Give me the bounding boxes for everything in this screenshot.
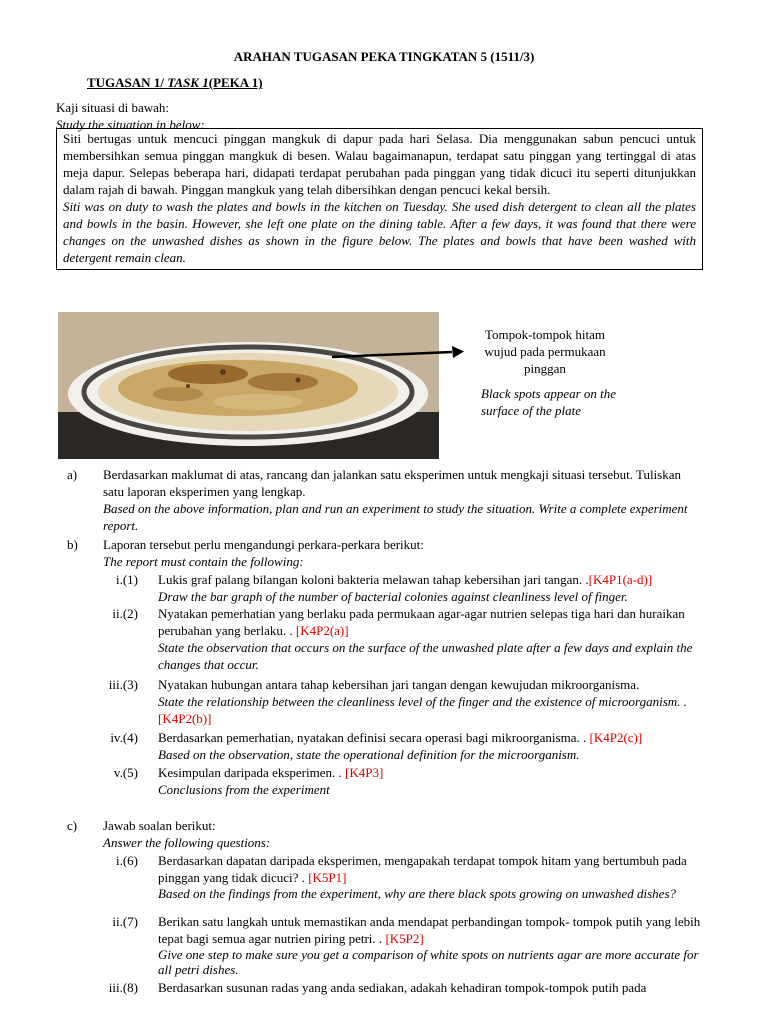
code-badge: [K4P1(a-d)] [588,572,653,587]
situation-ms: Siti bertugas untuk mencuci pinggan mangkuk di dapur pada hari Selasa. Dia menggunakan sabun pencuci untuk membersihkan semua pinggan mangkuk di besen. Walau bagaimanapun, terdapat satu pinggan yang tertinggal di atas meja dapur. Selepas beberapa hari, didapati terdapat perubahan pada pinggan yang tidak dicuci itu seperti ditunjukkan dalam rajah di bawah. Pinggan mangkuk yang telah dibersihkan dengan pencuci kekal bersih. [63,131,696,197]
code-badge: [K4P2(c)] [589,730,643,745]
caption-en: Black spots appear on the surface of the plate [481,386,617,418]
section-a-label: a) [67,467,78,482]
intro-ms: Kaji situasi di bawah: [56,100,170,115]
situation-en: Siti was on duty to wash the plates and bowls in the kitchen on Tuesday. She used dish detergent to clean all the plates and bowls in the basin. However, she left one plate on the dining table. After a few days, it was found that there were changes on the unwashed dishes as shown in the figure below. The plates and bowls that have been washed with detergent remain clean. [63,199,696,265]
section-c-label: c) [67,818,78,833]
section-c-text: Jawab soalan berikut: Answer the following questions: [103,818,271,850]
situation-box [56,128,703,270]
intro-en: Study the situation in below: [56,117,205,132]
caption-ms: Tompok-tompok hitam wujud pada permukaan pinggan [484,327,606,376]
section-b-label: b) [67,537,78,552]
code-badge: [K4P2(b)] [158,711,212,726]
document-title: ARAHAN TUGASAN PEKA TINGKATAN 5 (1511/3) [233,49,535,64]
section-b-text: Laporan tersebut perlu mengandungi perkara-perkara berikut: The report must contain the following: [103,537,424,569]
code-badge: [K4P3] [345,765,384,780]
code-badge: [K4P2(a)] [295,623,349,638]
arrow-icon [330,340,470,368]
code-badge: [K5P1] [308,870,347,885]
section-a-text: Berdasarkan maklumat di atas, rancang dan jalankan satu eksperimen untuk mengkaji situasi tersebut. Tuliskan satu laporan eksperimen yang lengkap. Based on the above information, plan and run an experiment to study the situation. Write a complete experiment report. [103,467,688,533]
code-badge: [K5P2] [385,931,424,946]
task-heading: TUGASAN 1/ TASK 1(PEKA 1) [87,75,263,90]
plate-photo [58,312,439,459]
